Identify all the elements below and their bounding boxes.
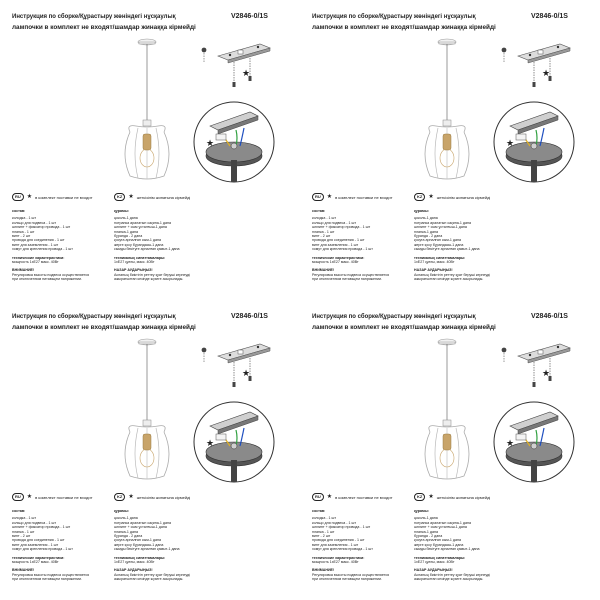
ru-contents-column — [12, 209, 89, 282]
star-icon: ★ — [428, 194, 434, 200]
ru-tech-header: технические характеристики: — [12, 255, 65, 260]
kz-warning-header: НАЗАР АУДАРЫҢЫЗ! — [114, 568, 153, 573]
ru-tech-header: технические характеристики: — [312, 255, 365, 260]
ru-language-badge — [312, 493, 392, 501]
list-item: планка-1 дана — [414, 229, 438, 234]
ru-contents-header: состав: — [312, 509, 326, 513]
kz-tech-value: 1xE27 қуаты, макс. 40Вт — [114, 260, 155, 265]
ru-not-included-note: в комплект поставки не входит — [335, 494, 393, 500]
list-item: хомут для крепления провода - 1 шт — [312, 247, 373, 252]
list-item: колодка - 1 шт — [312, 516, 337, 521]
mounting-bar-diagram — [196, 36, 276, 96]
list-item: шплинт + фиксатор провода - 1 шт — [312, 525, 371, 530]
list-item: потрапка аралатын сақина-1 дана — [414, 520, 471, 525]
list-item: сымды бекітуге арналған қамыт-1 дана — [114, 247, 180, 252]
sheet-title: Инструкция по сборке/Құрастыру жөніндегі нұсқаулық — [312, 14, 476, 20]
list-item: кольцо для подвеса - 1 шт — [12, 220, 57, 225]
star-icon: ★ — [128, 494, 134, 500]
kz-flag-icon: KZ — [114, 493, 125, 501]
kz-tech-value: 1xE27 қуаты, макс. 40Вт — [114, 560, 155, 565]
list-item: планка-1 дана — [114, 529, 138, 534]
kz-warning-line: Аспаның биіктігін реттеу қуат беруші кернеуді — [114, 572, 191, 577]
list-item: колодка - 1 шт — [12, 216, 37, 221]
list-item: жерге қосу бұрандасы-1 дана — [114, 242, 164, 247]
sheet-subtitle: лампочки в комплект не входят/шамдар жинаққа кірмейді — [312, 324, 496, 331]
kz-contents-column — [114, 509, 190, 582]
svg-text:★: ★ — [206, 139, 215, 149]
wiring-connection-diagram — [192, 100, 276, 184]
list-item: хомут для крепления провода - 1 шт — [312, 547, 373, 552]
mounting-bar-diagram — [496, 336, 576, 396]
ru-tech-value: мощность 1xE27 макс. 40Вт — [312, 560, 359, 565]
kz-warning-line: ажыратылған кезінде жүзеге асырылады. — [414, 577, 484, 582]
ru-flag-icon: RU — [12, 193, 24, 201]
ru-warning-line: при отключенном питающем напряжении. — [12, 577, 83, 582]
list-item: қосуға арналған сым-1 дана — [114, 238, 161, 243]
svg-text:★: ★ — [542, 369, 551, 379]
list-item: провода для соединения - 1 шт — [312, 538, 365, 543]
svg-text:★: ★ — [242, 369, 251, 379]
model-number: V2846-0/1S — [531, 13, 568, 20]
kz-warning-header: НАЗАР АУДАРЫҢЫЗ! — [414, 268, 453, 273]
star-icon: ★ — [26, 194, 33, 200]
list-item: винт - 2 шт — [12, 534, 31, 539]
list-item: шплинт + фиксатор провода - 1 шт — [12, 525, 71, 530]
kz-tech-value: 1xE27 қуаты, макс. 40Вт — [414, 260, 455, 265]
list-item: бұранда - 2 дана — [414, 234, 443, 239]
sheet-subtitle: лампочки в комплект не входят/шамдар жинаққа кірмейді — [12, 324, 196, 331]
kz-tech-header: техникалық сипаттамалары: — [114, 255, 166, 260]
kz-tech-header: техникалық сипаттамалары: — [114, 555, 166, 560]
list-item: қосуға арналған сым-1 дана — [114, 538, 161, 543]
kz-language-badge — [414, 193, 490, 201]
list-item: колодка - 1 шт — [312, 216, 337, 221]
ru-warning-line: Регулировка высоты подвеса осуществляется — [12, 572, 90, 577]
svg-text:★: ★ — [242, 69, 251, 79]
sheet-title: Инструкция по сборке/Құрастыру жөніндегі нұсқаулық — [312, 314, 476, 320]
kz-tech-value: 1xE27 қуаты, макс. 40Вт — [414, 560, 455, 565]
ru-warning-line: при отключенном питающем напряжении. — [12, 277, 83, 282]
list-item: потрапка аралатын сақина-1 дана — [114, 220, 171, 225]
list-item: винт - 2 шт — [12, 234, 31, 239]
list-item: кольцо для подвеса - 1 шт — [312, 520, 357, 525]
list-item: винт для заземления - 1 шт — [12, 242, 59, 247]
sheet-title: Инструкция по сборке/Құрастыру жөніндегі нұсқаулық — [12, 14, 176, 20]
instruction-sheet — [0, 0, 300, 300]
kz-warning-line: Аспаның биіктігін реттеу қуат беруші кернеуді — [414, 272, 491, 277]
list-item: планка - 1 шт — [312, 229, 335, 234]
kz-language-badge — [414, 493, 490, 501]
kz-flag-icon: KZ — [114, 193, 125, 201]
list-item: планка - 1 шт — [312, 529, 335, 534]
list-item: цоколь-1 дана — [114, 216, 138, 221]
ru-flag-icon: RU — [312, 493, 324, 501]
list-item: бұранда - 2 дана — [114, 234, 143, 239]
svg-text:★: ★ — [206, 439, 215, 449]
ru-warning-header: ВНИМАНИЕ! — [12, 568, 35, 573]
kz-flag-icon: KZ — [414, 193, 425, 201]
pendant-lamp-illustration — [418, 336, 476, 486]
ru-tech-header: технические характеристики: — [12, 555, 65, 560]
ru-tech-value: мощность 1xE27 макс. 40Вт — [12, 560, 59, 565]
ru-warning-header: ВНИМАНИЕ! — [12, 268, 35, 273]
ru-tech-header: технические характеристики: — [312, 555, 365, 560]
list-item: бұранда - 2 дана — [414, 534, 443, 539]
list-item: потрапка аралатын сақина-1 дана — [414, 220, 471, 225]
kz-warning-line: ажыратылған кезінде жүзеге асырылады. — [114, 577, 184, 582]
kz-warning-line: ажыратылған кезінде жүзеге асырылады. — [114, 277, 184, 282]
list-item: планка - 1 шт — [12, 529, 35, 534]
list-item: провода для соединения - 1 шт — [12, 238, 65, 243]
list-item: жерге қосу бұрандасы-1 дана — [414, 542, 464, 547]
svg-text:★: ★ — [542, 69, 551, 79]
wiring-connection-diagram — [492, 100, 576, 184]
instruction-sheet — [300, 0, 600, 300]
ru-contents-header: состав: — [312, 209, 326, 213]
star-icon: ★ — [326, 194, 333, 200]
list-item: қосуға арналған сым-1 дана — [414, 538, 461, 543]
ru-contents-header: состав: — [12, 509, 26, 513]
ru-warning-header: ВНИМАНИЕ! — [312, 568, 335, 573]
sheet-subtitle: лампочки в комплект не входят/шамдар жинаққа кірмейді — [312, 24, 496, 31]
instruction-sheet — [300, 300, 600, 600]
kz-warning-line: ажыратылған кезінде жүзеге асырылады. — [414, 277, 484, 282]
kz-contents-column — [414, 509, 490, 582]
sheet-title: Инструкция по сборке/Құрастыру жөніндегі нұсқаулық — [12, 314, 176, 320]
star-icon: ★ — [326, 494, 333, 500]
ru-warning-line: при отключенном питающем напряжении. — [312, 577, 383, 582]
kz-contents-header: құрамы: — [414, 509, 429, 513]
ru-tech-value: мощность 1xE27 макс. 40Вт — [12, 260, 59, 265]
kz-contents-column — [114, 209, 190, 282]
list-item: планка-1 дана — [114, 229, 138, 234]
model-number: V2846-0/1S — [531, 313, 568, 320]
list-item: бұранда - 2 дана — [114, 534, 143, 539]
kz-warning-header: НАЗАР АУДАРЫҢЫЗ! — [414, 568, 453, 573]
kz-warning-header: НАЗАР АУДАРЫҢЫЗ! — [114, 268, 153, 273]
list-item: винт для заземления - 1 шт — [12, 542, 59, 547]
pendant-lamp-illustration — [118, 36, 176, 186]
ru-warning-line: Регулировка высоты подвеса осуществляется — [312, 272, 390, 277]
ru-flag-icon: RU — [12, 493, 24, 501]
list-item: шплинт + сым ұсталғыш-1 дана — [114, 225, 167, 230]
list-item: цоколь-1 дана — [414, 216, 438, 221]
ru-language-badge — [12, 493, 92, 501]
list-item: провода для соединения - 1 шт — [12, 538, 65, 543]
kz-not-included-note: жеткізілім жинағына кірмейді — [436, 194, 491, 200]
ru-flag-icon: RU — [312, 193, 324, 201]
kz-tech-header: техникалық сипаттамалары: — [414, 555, 466, 560]
ru-not-included-note: в комплект поставки не входит — [35, 494, 93, 500]
ru-not-included-note: в комплект поставки не входит — [335, 194, 393, 200]
instruction-sheet — [0, 300, 300, 600]
list-item: винт для заземления - 1 шт — [312, 542, 359, 547]
mounting-bar-diagram — [196, 336, 276, 396]
ru-contents-column — [312, 509, 389, 582]
list-item: шплинт + сым ұсталғыш-1 дана — [414, 525, 467, 530]
list-item: планка-1 дана — [414, 529, 438, 534]
star-icon: ★ — [428, 494, 434, 500]
ru-tech-value: мощность 1xE27 макс. 40Вт — [312, 260, 359, 265]
list-item: сымды бекітуге арналған қамыт-1 дана — [414, 247, 480, 252]
list-item: жерге қосу бұрандасы-1 дана — [114, 542, 164, 547]
ru-warning-line: при отключенном питающем напряжении. — [312, 277, 383, 282]
pendant-lamp-illustration — [418, 36, 476, 186]
list-item: шплинт + фиксатор провода - 1 шт — [12, 225, 71, 230]
list-item: винт - 2 шт — [312, 234, 331, 239]
kz-tech-header: техникалық сипаттамалары: — [414, 255, 466, 260]
mounting-bar-diagram — [496, 36, 576, 96]
sheet-subtitle: лампочки в комплект не входят/шамдар жинаққа кірмейді — [12, 24, 196, 31]
ru-language-badge — [12, 193, 92, 201]
list-item: цоколь-1 дана — [114, 516, 138, 521]
list-item: жерге қосу бұрандасы-1 дана — [414, 242, 464, 247]
ru-language-badge — [312, 193, 392, 201]
star-icon: ★ — [26, 494, 33, 500]
ru-warning-line: Регулировка высоты подвеса осуществляется — [12, 272, 90, 277]
kz-not-included-note: жеткізілім жинағына кірмейді — [136, 494, 191, 500]
list-item: шплинт + фиксатор провода - 1 шт — [312, 225, 371, 230]
kz-language-badge — [114, 493, 190, 501]
list-item: хомут для крепления провода - 1 шт — [12, 247, 73, 252]
kz-language-badge — [114, 193, 190, 201]
kz-not-included-note: жеткізілім жинағына кірмейді — [436, 494, 491, 500]
list-item: планка - 1 шт — [12, 229, 35, 234]
list-item: провода для соединения - 1 шт — [312, 238, 365, 243]
kz-contents-column — [414, 209, 490, 282]
pendant-lamp-illustration — [118, 336, 176, 486]
ru-not-included-note: в комплект поставки не входит — [35, 194, 93, 200]
model-number: V2846-0/1S — [231, 313, 268, 320]
list-item: сымды бекітуге арналған қамыт-1 дана — [114, 547, 180, 552]
kz-warning-line: Аспаның биіктігін реттеу қуат беруші кернеуді — [114, 272, 191, 277]
list-item: хомут для крепления провода - 1 шт — [12, 547, 73, 552]
wiring-connection-diagram — [492, 400, 576, 484]
kz-flag-icon: KZ — [414, 493, 425, 501]
list-item: цоколь-1 дана — [414, 516, 438, 521]
list-item: шплинт + сым ұсталғыш-1 дана — [114, 525, 167, 530]
list-item: шплинт + сым ұсталғыш-1 дана — [414, 225, 467, 230]
list-item: винт для заземления - 1 шт — [312, 242, 359, 247]
list-item: потрапка аралатын сақина-1 дана — [114, 520, 171, 525]
ru-warning-line: Регулировка высоты подвеса осуществляется — [312, 572, 390, 577]
kz-contents-header: құрамы: — [414, 209, 429, 213]
list-item: қосуға арналған сым-1 дана — [414, 238, 461, 243]
list-item: колодка - 1 шт — [12, 516, 37, 521]
kz-not-included-note: жеткізілім жинағына кірмейді — [136, 194, 191, 200]
svg-text:★: ★ — [506, 139, 515, 149]
list-item: кольцо для подвеса - 1 шт — [312, 220, 357, 225]
kz-warning-line: Аспаның биіктігін реттеу қуат беруші кернеуді — [414, 572, 491, 577]
ru-contents-column — [312, 209, 389, 282]
kz-contents-header: құрамы: — [114, 209, 129, 213]
wiring-connection-diagram — [192, 400, 276, 484]
list-item: кольцо для подвеса - 1 шт — [12, 520, 57, 525]
kz-contents-header: құрамы: — [114, 509, 129, 513]
model-number: V2846-0/1S — [231, 13, 268, 20]
ru-contents-column — [12, 509, 89, 582]
ru-contents-header: состав: — [12, 209, 26, 213]
svg-text:★: ★ — [506, 439, 515, 449]
list-item: винт - 2 шт — [312, 534, 331, 539]
list-item: сымды бекітуге арналған қамыт-1 дана — [414, 547, 480, 552]
ru-warning-header: ВНИМАНИЕ! — [312, 268, 335, 273]
star-icon: ★ — [128, 194, 134, 200]
